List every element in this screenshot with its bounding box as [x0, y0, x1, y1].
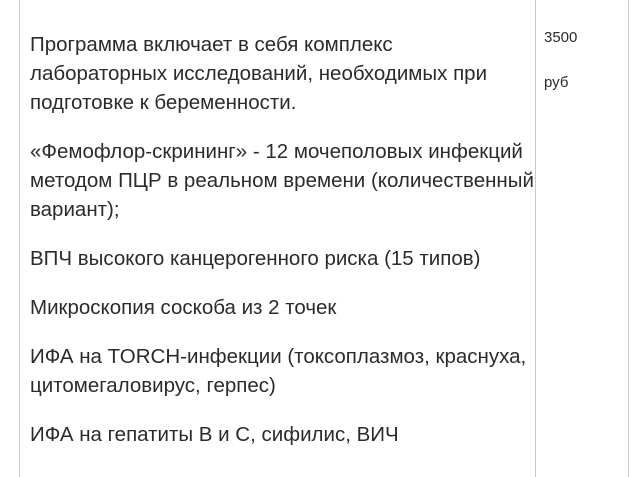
price-currency: руб	[544, 74, 569, 91]
program-intro-text: Программа включает в себя комплекс лабораторных исследований, необходимых при подготовке к беременности.	[30, 33, 488, 114]
femoflor-screening-item: «Фемофлор-скрининг» - 12 мочеполовых инфекций методом ПЦР в реальном времени (количественный вариант);	[30, 140, 534, 221]
hepatitis-item: ИФА на гепатиты B и C, сифилис, ВИЧ	[30, 423, 399, 446]
table-border-middle	[535, 0, 536, 477]
microscopy-item: Микроскопия соскоба из 2 точек	[30, 296, 337, 319]
torch-item: ИФА на TORCH-инфекции (токсоплазмоз, краснуха, цитомегаловирус, герпес)	[30, 345, 527, 397]
hpv-item: ВПЧ высокого канцерогенного риска (15 типов)	[30, 247, 481, 270]
program-description-cell	[30, 30, 535, 449]
price-cell	[544, 28, 629, 93]
table-border-left	[19, 0, 20, 477]
price-amount: 3500	[544, 29, 578, 46]
